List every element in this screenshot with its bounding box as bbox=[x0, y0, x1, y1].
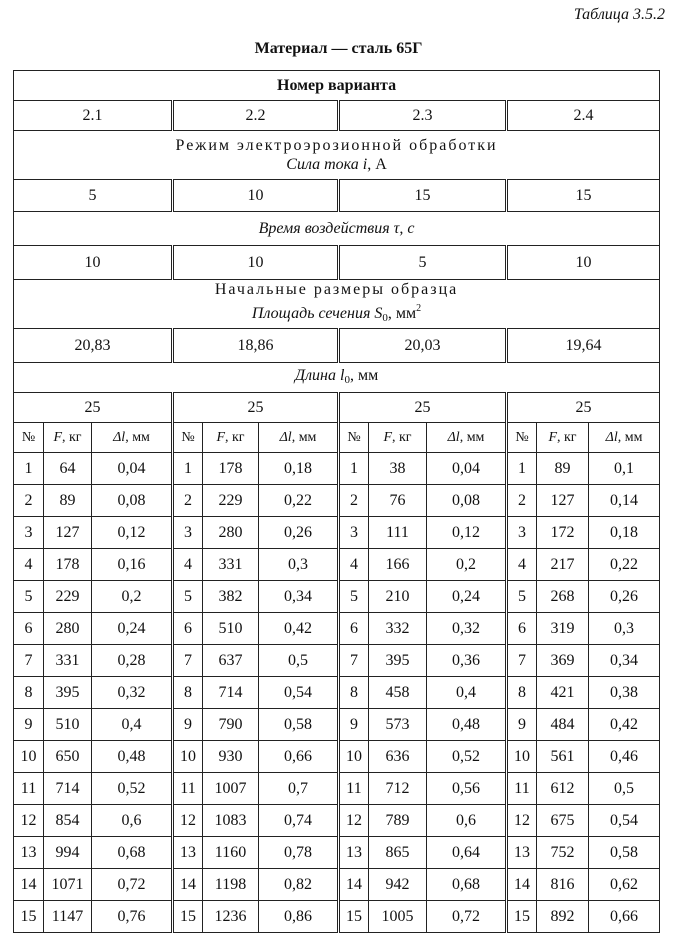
row-number-cell: 1 bbox=[14, 453, 44, 485]
col-header-elongation bbox=[92, 423, 173, 453]
force-cell: 675 bbox=[537, 805, 589, 837]
row-number-cell: 8 bbox=[173, 677, 203, 709]
elongation-cell: 0,58 bbox=[259, 709, 339, 741]
elongation-cell: 0,36 bbox=[427, 645, 507, 677]
force-cell: 127 bbox=[537, 485, 589, 517]
elongation-cell: 0,54 bbox=[589, 805, 660, 837]
force-symbol: F bbox=[548, 429, 557, 445]
elongation-cell: 0,12 bbox=[427, 517, 507, 549]
col-header-no: № bbox=[339, 423, 369, 453]
force-cell: 1005 bbox=[369, 901, 427, 933]
force-cell: 1071 bbox=[44, 869, 92, 901]
length-symbol: l bbox=[339, 366, 345, 384]
row-number-cell: 5 bbox=[173, 581, 203, 613]
current-title bbox=[14, 155, 659, 174]
table-row bbox=[14, 805, 660, 837]
elongation-cell: 0,68 bbox=[92, 837, 173, 869]
row-number-cell: 4 bbox=[14, 549, 44, 581]
elongation-symbol: Δl bbox=[279, 429, 292, 445]
row-number-cell: 5 bbox=[339, 581, 369, 613]
row-number-cell: 9 bbox=[507, 709, 537, 741]
table-caption: Материал — сталь 65Г bbox=[254, 40, 423, 57]
row-number-cell: 8 bbox=[339, 677, 369, 709]
force-cell: 166 bbox=[369, 549, 427, 581]
area-unit-sup: 2 bbox=[416, 303, 422, 314]
elongation-cell: 0,12 bbox=[92, 517, 173, 549]
elongation-cell: 0,52 bbox=[92, 773, 173, 805]
row-number-cell: 13 bbox=[14, 837, 44, 869]
elongation-cell: 0,26 bbox=[259, 517, 339, 549]
elongation-cell: 0,6 bbox=[427, 805, 507, 837]
row-number-cell: 11 bbox=[14, 773, 44, 805]
elongation-cell: 0,34 bbox=[259, 581, 339, 613]
row-number-cell: 12 bbox=[14, 805, 44, 837]
row-number-cell: 12 bbox=[339, 805, 369, 837]
force-cell: 930 bbox=[203, 741, 259, 773]
table-row bbox=[14, 677, 660, 709]
row-number-cell: 13 bbox=[339, 837, 369, 869]
lengths-row bbox=[14, 393, 660, 423]
elongation-cell: 0,22 bbox=[589, 549, 660, 581]
row-number-cell: 7 bbox=[339, 645, 369, 677]
elongation-cell: 0,32 bbox=[427, 613, 507, 645]
force-cell: 458 bbox=[369, 677, 427, 709]
current-cell: 15 bbox=[507, 180, 660, 212]
elongation-cell: 0,32 bbox=[92, 677, 173, 709]
force-cell: 421 bbox=[537, 677, 589, 709]
current-unit: , А bbox=[367, 156, 387, 173]
area-unit: , мм bbox=[387, 305, 417, 322]
force-cell: 111 bbox=[369, 517, 427, 549]
force-cell: 369 bbox=[537, 645, 589, 677]
force-cell: 510 bbox=[203, 613, 259, 645]
row-number-cell: 4 bbox=[173, 549, 203, 581]
time-title-row bbox=[14, 212, 660, 246]
col-header-no: № bbox=[507, 423, 537, 453]
elongation-cell: 0,78 bbox=[259, 837, 339, 869]
force-cell: 714 bbox=[44, 773, 92, 805]
area-title bbox=[14, 299, 659, 328]
force-cell: 789 bbox=[369, 805, 427, 837]
force-symbol: F bbox=[216, 429, 225, 445]
table-row bbox=[14, 645, 660, 677]
area-cell: 19,64 bbox=[507, 329, 660, 363]
force-cell: 650 bbox=[44, 741, 92, 773]
elongation-unit: , мм bbox=[125, 429, 150, 445]
force-cell: 280 bbox=[203, 517, 259, 549]
force-cell: 484 bbox=[537, 709, 589, 741]
row-number-cell: 15 bbox=[507, 901, 537, 933]
row-number-cell: 15 bbox=[173, 901, 203, 933]
elongation-cell: 0,26 bbox=[589, 581, 660, 613]
force-cell: 714 bbox=[203, 677, 259, 709]
time-title-cell bbox=[14, 212, 660, 246]
row-number-cell: 6 bbox=[507, 613, 537, 645]
elongation-cell: 0,4 bbox=[92, 709, 173, 741]
row-number-cell: 11 bbox=[507, 773, 537, 805]
elongation-cell: 0,08 bbox=[427, 485, 507, 517]
elongation-cell: 0,04 bbox=[427, 453, 507, 485]
force-cell: 636 bbox=[369, 741, 427, 773]
force-cell: 89 bbox=[44, 485, 92, 517]
force-cell: 1160 bbox=[203, 837, 259, 869]
col-header-elongation bbox=[427, 423, 507, 453]
force-cell: 38 bbox=[369, 453, 427, 485]
mode-title: Режим электроэрозионной обработки bbox=[175, 137, 498, 154]
force-cell: 331 bbox=[203, 549, 259, 581]
row-number-cell: 8 bbox=[14, 677, 44, 709]
row-number-cell: 6 bbox=[173, 613, 203, 645]
area-symbol: S bbox=[374, 305, 383, 322]
row-number-cell: 9 bbox=[14, 709, 44, 741]
table-row bbox=[14, 709, 660, 741]
length-cell: 25 bbox=[339, 393, 507, 423]
force-cell: 1236 bbox=[203, 901, 259, 933]
force-cell: 395 bbox=[44, 677, 92, 709]
elongation-cell: 0,72 bbox=[427, 901, 507, 933]
row-number-cell: 4 bbox=[339, 549, 369, 581]
force-symbol: F bbox=[383, 429, 392, 445]
row-number-cell: 1 bbox=[507, 453, 537, 485]
elongation-cell: 0,42 bbox=[259, 613, 339, 645]
force-cell: 712 bbox=[369, 773, 427, 805]
variant-cell: 2.3 bbox=[339, 101, 507, 131]
force-cell: 210 bbox=[369, 581, 427, 613]
elongation-cell: 0,86 bbox=[259, 901, 339, 933]
area-cell: 20,83 bbox=[14, 329, 173, 363]
elongation-cell: 0,56 bbox=[427, 773, 507, 805]
length-unit: , мм bbox=[349, 366, 379, 384]
table-row bbox=[14, 837, 660, 869]
variant-cell: 2.1 bbox=[14, 101, 173, 131]
variant-cell: 2.4 bbox=[507, 101, 660, 131]
length-cell: 25 bbox=[173, 393, 339, 423]
force-cell: 172 bbox=[537, 517, 589, 549]
force-cell: 892 bbox=[537, 901, 589, 933]
elongation-symbol: Δl bbox=[113, 429, 126, 445]
force-cell: 1198 bbox=[203, 869, 259, 901]
currents-row bbox=[14, 180, 660, 212]
force-cell: 790 bbox=[203, 709, 259, 741]
row-number-cell: 3 bbox=[14, 517, 44, 549]
elongation-cell: 0,22 bbox=[259, 485, 339, 517]
elongation-cell: 0,2 bbox=[92, 581, 173, 613]
column-header-row bbox=[14, 423, 660, 453]
row-number-cell: 14 bbox=[339, 869, 369, 901]
elongation-symbol: Δl bbox=[605, 429, 618, 445]
elongation-cell: 0,18 bbox=[259, 453, 339, 485]
init-title-row bbox=[14, 280, 660, 329]
force-cell: 395 bbox=[369, 645, 427, 677]
force-unit: , кг bbox=[62, 429, 82, 445]
force-cell: 1147 bbox=[44, 901, 92, 933]
force-cell: 89 bbox=[537, 453, 589, 485]
elongation-cell: 0,16 bbox=[92, 549, 173, 581]
col-header-force bbox=[537, 423, 589, 453]
elongation-cell: 0,2 bbox=[427, 549, 507, 581]
row-number-cell: 12 bbox=[507, 805, 537, 837]
times-row bbox=[14, 246, 660, 280]
elongation-cell: 0,62 bbox=[589, 869, 660, 901]
force-cell: 561 bbox=[537, 741, 589, 773]
areas-row bbox=[14, 329, 660, 363]
time-title: Время воздействия τ, с bbox=[258, 220, 415, 237]
elongation-cell: 0,28 bbox=[92, 645, 173, 677]
col-header-elongation bbox=[259, 423, 339, 453]
row-number-cell: 10 bbox=[339, 741, 369, 773]
elongation-cell: 0,74 bbox=[259, 805, 339, 837]
table-row bbox=[14, 581, 660, 613]
force-cell: 319 bbox=[537, 613, 589, 645]
force-cell: 637 bbox=[203, 645, 259, 677]
elongation-cell: 0,24 bbox=[92, 613, 173, 645]
area-cell: 18,86 bbox=[173, 329, 339, 363]
force-cell: 268 bbox=[537, 581, 589, 613]
elongation-cell: 0,52 bbox=[427, 741, 507, 773]
force-cell: 854 bbox=[44, 805, 92, 837]
elongation-cell: 0,1 bbox=[589, 453, 660, 485]
elongation-cell: 0,5 bbox=[259, 645, 339, 677]
elongation-cell: 0,34 bbox=[589, 645, 660, 677]
row-number-cell: 2 bbox=[507, 485, 537, 517]
col-header-force bbox=[369, 423, 427, 453]
force-cell: 64 bbox=[44, 453, 92, 485]
table-row bbox=[14, 869, 660, 901]
variants-row bbox=[14, 101, 660, 131]
elongation-cell: 0,14 bbox=[589, 485, 660, 517]
init-title-cell bbox=[14, 280, 660, 329]
current-symbol: i bbox=[362, 156, 368, 173]
row-number-cell: 4 bbox=[507, 549, 537, 581]
elongation-cell: 0,54 bbox=[259, 677, 339, 709]
force-cell: 994 bbox=[44, 837, 92, 869]
row-number-cell: 7 bbox=[507, 645, 537, 677]
force-cell: 331 bbox=[44, 645, 92, 677]
row-number-cell: 2 bbox=[173, 485, 203, 517]
force-cell: 382 bbox=[203, 581, 259, 613]
force-symbol: F bbox=[53, 429, 62, 445]
time-cell: 10 bbox=[14, 246, 173, 280]
col-header-force bbox=[44, 423, 92, 453]
data-table bbox=[13, 70, 660, 933]
row-number-cell: 12 bbox=[173, 805, 203, 837]
length-title-cell bbox=[14, 363, 660, 393]
table-row bbox=[14, 453, 660, 485]
table-row bbox=[14, 485, 660, 517]
row-number-cell: 5 bbox=[14, 581, 44, 613]
table-row bbox=[14, 901, 660, 933]
force-cell: 332 bbox=[369, 613, 427, 645]
force-cell: 752 bbox=[537, 837, 589, 869]
row-number-cell: 3 bbox=[173, 517, 203, 549]
area-title-text: Площадь сечения bbox=[251, 305, 375, 322]
elongation-cell: 0,04 bbox=[92, 453, 173, 485]
time-cell: 10 bbox=[507, 246, 660, 280]
elongation-cell: 0,3 bbox=[259, 549, 339, 581]
force-cell: 573 bbox=[369, 709, 427, 741]
col-header-force bbox=[203, 423, 259, 453]
row-number-cell: 3 bbox=[507, 517, 537, 549]
variant-header: Номер варианта bbox=[14, 71, 660, 101]
elongation-cell: 0,42 bbox=[589, 709, 660, 741]
table-row bbox=[14, 549, 660, 581]
force-cell: 217 bbox=[537, 549, 589, 581]
elongation-cell: 0,58 bbox=[589, 837, 660, 869]
mode-title-row bbox=[14, 131, 660, 180]
table-row bbox=[14, 613, 660, 645]
time-cell: 10 bbox=[173, 246, 339, 280]
elongation-cell: 0,76 bbox=[92, 901, 173, 933]
length-title-text: Длина bbox=[294, 366, 340, 384]
force-cell: 1007 bbox=[203, 773, 259, 805]
force-cell: 816 bbox=[537, 869, 589, 901]
force-cell: 76 bbox=[369, 485, 427, 517]
row-number-cell: 10 bbox=[173, 741, 203, 773]
time-cell: 5 bbox=[339, 246, 507, 280]
variant-header-row bbox=[14, 71, 660, 101]
current-cell: 10 bbox=[173, 180, 339, 212]
force-cell: 1083 bbox=[203, 805, 259, 837]
mode-title-cell bbox=[14, 131, 660, 180]
force-cell: 942 bbox=[369, 869, 427, 901]
elongation-unit: , мм bbox=[617, 429, 643, 445]
row-number-cell: 6 bbox=[14, 613, 44, 645]
force-unit: , кг bbox=[225, 429, 245, 445]
current-title-text: Сила тока bbox=[286, 156, 363, 173]
row-number-cell: 7 bbox=[14, 645, 44, 677]
elongation-cell: 0,18 bbox=[589, 517, 660, 549]
elongation-cell: 0,7 bbox=[259, 773, 339, 805]
length-cell: 25 bbox=[507, 393, 660, 423]
elongation-cell: 0,66 bbox=[589, 901, 660, 933]
elongation-cell: 0,64 bbox=[427, 837, 507, 869]
elongation-cell: 0,68 bbox=[427, 869, 507, 901]
elongation-cell: 0,3 bbox=[589, 613, 660, 645]
area-cell: 20,03 bbox=[339, 329, 507, 363]
elongation-symbol: Δl bbox=[447, 429, 460, 445]
row-number-cell: 9 bbox=[173, 709, 203, 741]
row-number-cell: 15 bbox=[14, 901, 44, 933]
row-number-cell: 6 bbox=[339, 613, 369, 645]
row-number-cell: 10 bbox=[507, 741, 537, 773]
elongation-cell: 0,24 bbox=[427, 581, 507, 613]
row-number-cell: 1 bbox=[173, 453, 203, 485]
force-cell: 280 bbox=[44, 613, 92, 645]
elongation-cell: 0,46 bbox=[589, 741, 660, 773]
row-number-cell: 15 bbox=[339, 901, 369, 933]
force-cell: 229 bbox=[44, 581, 92, 613]
row-number-cell: 2 bbox=[339, 485, 369, 517]
elongation-cell: 0,48 bbox=[427, 709, 507, 741]
force-unit: , кг bbox=[392, 429, 412, 445]
elongation-cell: 0,08 bbox=[92, 485, 173, 517]
row-number-cell: 9 bbox=[339, 709, 369, 741]
col-header-elongation bbox=[589, 423, 660, 453]
elongation-unit: , мм bbox=[459, 429, 485, 445]
init-title: Начальные размеры образца bbox=[214, 281, 459, 298]
table-row bbox=[14, 741, 660, 773]
area-symbol-sub: 0 bbox=[382, 312, 388, 324]
length-cell: 25 bbox=[14, 393, 173, 423]
row-number-cell: 13 bbox=[173, 837, 203, 869]
table-row bbox=[14, 517, 660, 549]
length-title bbox=[14, 366, 659, 390]
row-number-cell: 14 bbox=[507, 869, 537, 901]
elongation-cell: 0,6 bbox=[92, 805, 173, 837]
force-unit: , кг bbox=[557, 429, 577, 445]
force-cell: 178 bbox=[44, 549, 92, 581]
col-header-no: № bbox=[173, 423, 203, 453]
current-cell: 5 bbox=[14, 180, 173, 212]
row-number-cell: 3 bbox=[339, 517, 369, 549]
row-number-cell: 7 bbox=[173, 645, 203, 677]
variant-cell: 2.2 bbox=[173, 101, 339, 131]
elongation-cell: 0,38 bbox=[589, 677, 660, 709]
length-title-row bbox=[14, 363, 660, 393]
row-number-cell: 2 bbox=[14, 485, 44, 517]
elongation-cell: 0,4 bbox=[427, 677, 507, 709]
row-number-cell: 1 bbox=[339, 453, 369, 485]
force-cell: 127 bbox=[44, 517, 92, 549]
length-symbol-sub: 0 bbox=[344, 373, 350, 386]
table-row bbox=[14, 773, 660, 805]
row-number-cell: 14 bbox=[173, 869, 203, 901]
row-number-cell: 11 bbox=[173, 773, 203, 805]
row-number-cell: 5 bbox=[507, 581, 537, 613]
force-cell: 510 bbox=[44, 709, 92, 741]
row-number-cell: 13 bbox=[507, 837, 537, 869]
elongation-cell: 0,66 bbox=[259, 741, 339, 773]
elongation-cell: 0,72 bbox=[92, 869, 173, 901]
current-cell: 15 bbox=[339, 180, 507, 212]
row-number-cell: 8 bbox=[507, 677, 537, 709]
row-number-cell: 10 bbox=[14, 741, 44, 773]
force-cell: 229 bbox=[203, 485, 259, 517]
elongation-unit: , мм bbox=[291, 429, 317, 445]
elongation-cell: 0,82 bbox=[259, 869, 339, 901]
table-number: Таблица 3.5.2 bbox=[573, 6, 665, 23]
row-number-cell: 11 bbox=[339, 773, 369, 805]
force-cell: 865 bbox=[369, 837, 427, 869]
col-header-no: № bbox=[14, 423, 44, 453]
elongation-cell: 0,5 bbox=[589, 773, 660, 805]
elongation-cell: 0,48 bbox=[92, 741, 173, 773]
row-number-cell: 14 bbox=[14, 869, 44, 901]
force-cell: 178 bbox=[203, 453, 259, 485]
force-cell: 612 bbox=[537, 773, 589, 805]
